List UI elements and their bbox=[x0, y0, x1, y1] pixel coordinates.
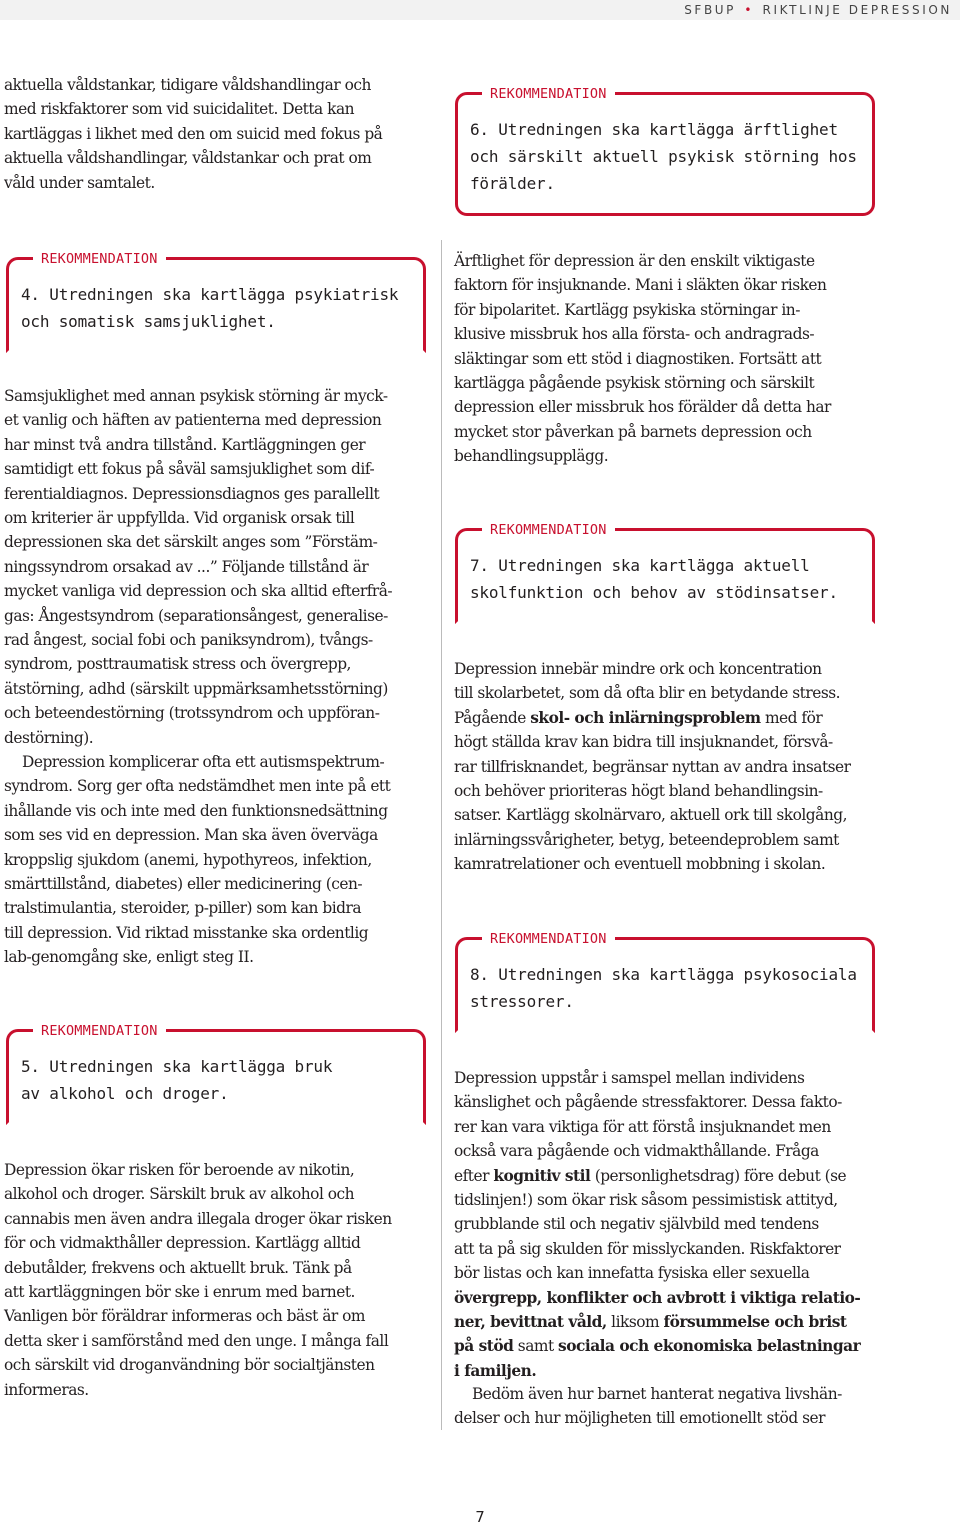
recommendation-text-6: 6. Utredningen ska kartlägga ärftlighet och särskilt aktuell psykisk störning hos förälder. bbox=[470, 120, 857, 193]
left-paragraph-comorbidity: Samsjuklighet med annan psykisk störning är myck- et vanlig och häften av patienterna med depression har minst två andra tillstånd. Kartläggningen ger samtidigt ett fokus på såväl samsjuklighet som dif- ferentialdiagnos. Depressionsdiagnos ges parallellt om kriterier är uppfyllda. Vid organisk orsak till depressionen ska det särskilt anges som ”Förstäm- ningssyndrom orsakad av ...” Följande tillstånd är mycket vanliga vid depression och ska alltid efterfrå- gas: Ångestsyndrom (separationsångest, generalise- rad ångest, social fobi och paniksyndrom), tvångs- syndrom, posttraumatisk stress och övergrepp, ätstörning, adhd (särskilt uppmärksamhetsstörning) och beteendestörning (trotssyndrom och uppföran- destörning). bbox=[4, 387, 393, 747]
header-separator-dot: • bbox=[744, 3, 755, 17]
recommendation-box-5 bbox=[6, 1023, 426, 1125]
emphasis-abuse-conflicts: övergrepp, konflikter och avbrott i viktiga relatio- ner, bevittnat våld, bbox=[454, 1288, 861, 1332]
text-run: Depression uppstår i samspel mellan individens känslighet och pågående stressfaktorer. Dessa fakto- rer kan vara viktiga för att förstå insjuknandet men också vara pågående och vidmakthållande. Fråga efter bbox=[454, 1069, 842, 1185]
right-paragraph-heredity: Ärftlighet för depression är den enskilt viktigaste faktorn för insjuknande. Mani i släkten ökar risken för bipolaritet. Kartlägg psykiska störningar in- klusive missbruk hos alla första- och andragrads- släktingar som ett stöd i diagnostiken. Fortsätt att kartlägga pågående psykisk störning och särskilt depression eller missbruk hos förälder då detta har mycket stor påverkan på barnets depression och behandlingsupplägg. bbox=[454, 252, 831, 466]
text-run: liksom bbox=[606, 1313, 664, 1332]
right-paragraph-life-events: Bedöm även hur barnet hanterat negativa livshän- delser och hur möjligheten till emotionellt stöd ser bbox=[454, 1385, 842, 1428]
emphasis-cognitive-style: kognitiv stil bbox=[493, 1166, 591, 1185]
text-run: Depression innebär mindre ork och koncentration till skolarbetet, som då ofta blir en betydande stress. Pågående bbox=[454, 660, 841, 727]
emphasis-school-problems: skol- och inlärningsproblem bbox=[530, 708, 761, 727]
left-paragraph-substance: Depression ökar risken för beroende av nikotin, alkohol och droger. Särskilt bruk av alkohol och cannabis men även andra illegala droger ökar risken för och vidmakthåller depression. Kartlägg alltid debutålder, frekvens och aktuellt bruk. Tänk på att kartläggningen bör ske i enrum med barnet. Vanligen bör föräldrar informeras och bäst är om detta sker i samförstånd med den unge. I många fall och särskilt vid droganvändning bör socialtjänsten informeras. bbox=[4, 1161, 392, 1399]
recommendation-label: REKOMMENDATION bbox=[482, 930, 615, 948]
recommendation-box-7 bbox=[455, 522, 875, 624]
recommendation-box-6 bbox=[455, 86, 875, 216]
header-publisher: SFBUP bbox=[684, 3, 736, 17]
recommendation-label: REKOMMENDATION bbox=[482, 85, 615, 103]
recommendation-label: REKOMMENDATION bbox=[33, 1022, 166, 1040]
text-run: samt bbox=[513, 1337, 559, 1356]
recommendation-text-4: 4. Utredningen ska kartlägga psykiatrisk och somatisk samsjuklighet. bbox=[21, 285, 399, 331]
recommendation-box-8 bbox=[455, 931, 875, 1033]
recommendation-text-8: 8. Utredningen ska kartlägga psykosociala stressorer. bbox=[470, 965, 857, 1011]
recommendation-label: REKOMMENDATION bbox=[482, 521, 615, 539]
text-run: med för högt ställda krav kan bidra till insjuknandet, försvå- rar tillfrisknandet, begränsar nyttan av andra insatser och behöver prioriteras högt bland behandlingsin- satser. Kartlägg skolnärvaro, aktuell ork till skolgång, inlärningssvårigheter, betyg, beteendeproblem samt kamratrelationer och eventuell mobbning i skolan. bbox=[454, 708, 851, 874]
recommendation-text-5: 5. Utredningen ska kartlägga bruk av alkohol och droger. bbox=[21, 1057, 333, 1103]
emphasis-social-economic: sociala och ekonomiska belastningar i familjen. bbox=[454, 1337, 861, 1380]
left-paragraph-autism: Depression komplicerar ofta ett autismspektrum- syndrom. Sorg ger ofta nedstämdhet men inte på ett ihållande vis och inte med den funktionsnedsättning som ses vid en depression. Man ska även överväga kroppslig sjukdom (anemi, hypothyreos, infektion, smärttillstånd, diabetes) eller medicinering (cen- tralstimulantia, steroider, p-piller) som kan bidra till depression. Vid riktad misstanke ska ordentlig lab-genomgång ske, enligt steg II. bbox=[4, 753, 391, 967]
recommendation-box-4 bbox=[6, 251, 426, 353]
recommendation-label: REKOMMENDATION bbox=[33, 250, 166, 268]
page-number: 7 bbox=[475, 1508, 485, 1526]
running-header bbox=[0, 0, 960, 20]
recommendation-text-7: 7. Utredningen ska kartlägga aktuell skolfunktion och behov av stödinsatser. bbox=[470, 556, 838, 602]
emphasis-neglect: försummelse och brist på stöd bbox=[454, 1313, 847, 1356]
left-intro-paragraph: aktuella våldstankar, tidigare våldshandlingar och med riskfaktorer som vid suicidalitet. Detta kan kartläggas i likhet med den om suicid med fokus på aktuella våldshandlingar, våldstankar och prat om våld under samtalet. bbox=[4, 76, 383, 192]
right-paragraph-stressors bbox=[454, 1066, 882, 1383]
text-run: (personlighetsdrag) före debut (se tidslinjen!) som ökar risk såsom pessimistisk attityd, grubblande stil och negativ självbild med tendens att ta på sig skulden för misslyckanden. Riskfaktorer bör listas och kan innefatta fysiska eller sexuella bbox=[454, 1166, 847, 1283]
header-title: RIKTLINJE DEPRESSION bbox=[762, 3, 952, 17]
column-divider bbox=[441, 240, 442, 1430]
right-paragraph-school bbox=[454, 657, 882, 877]
